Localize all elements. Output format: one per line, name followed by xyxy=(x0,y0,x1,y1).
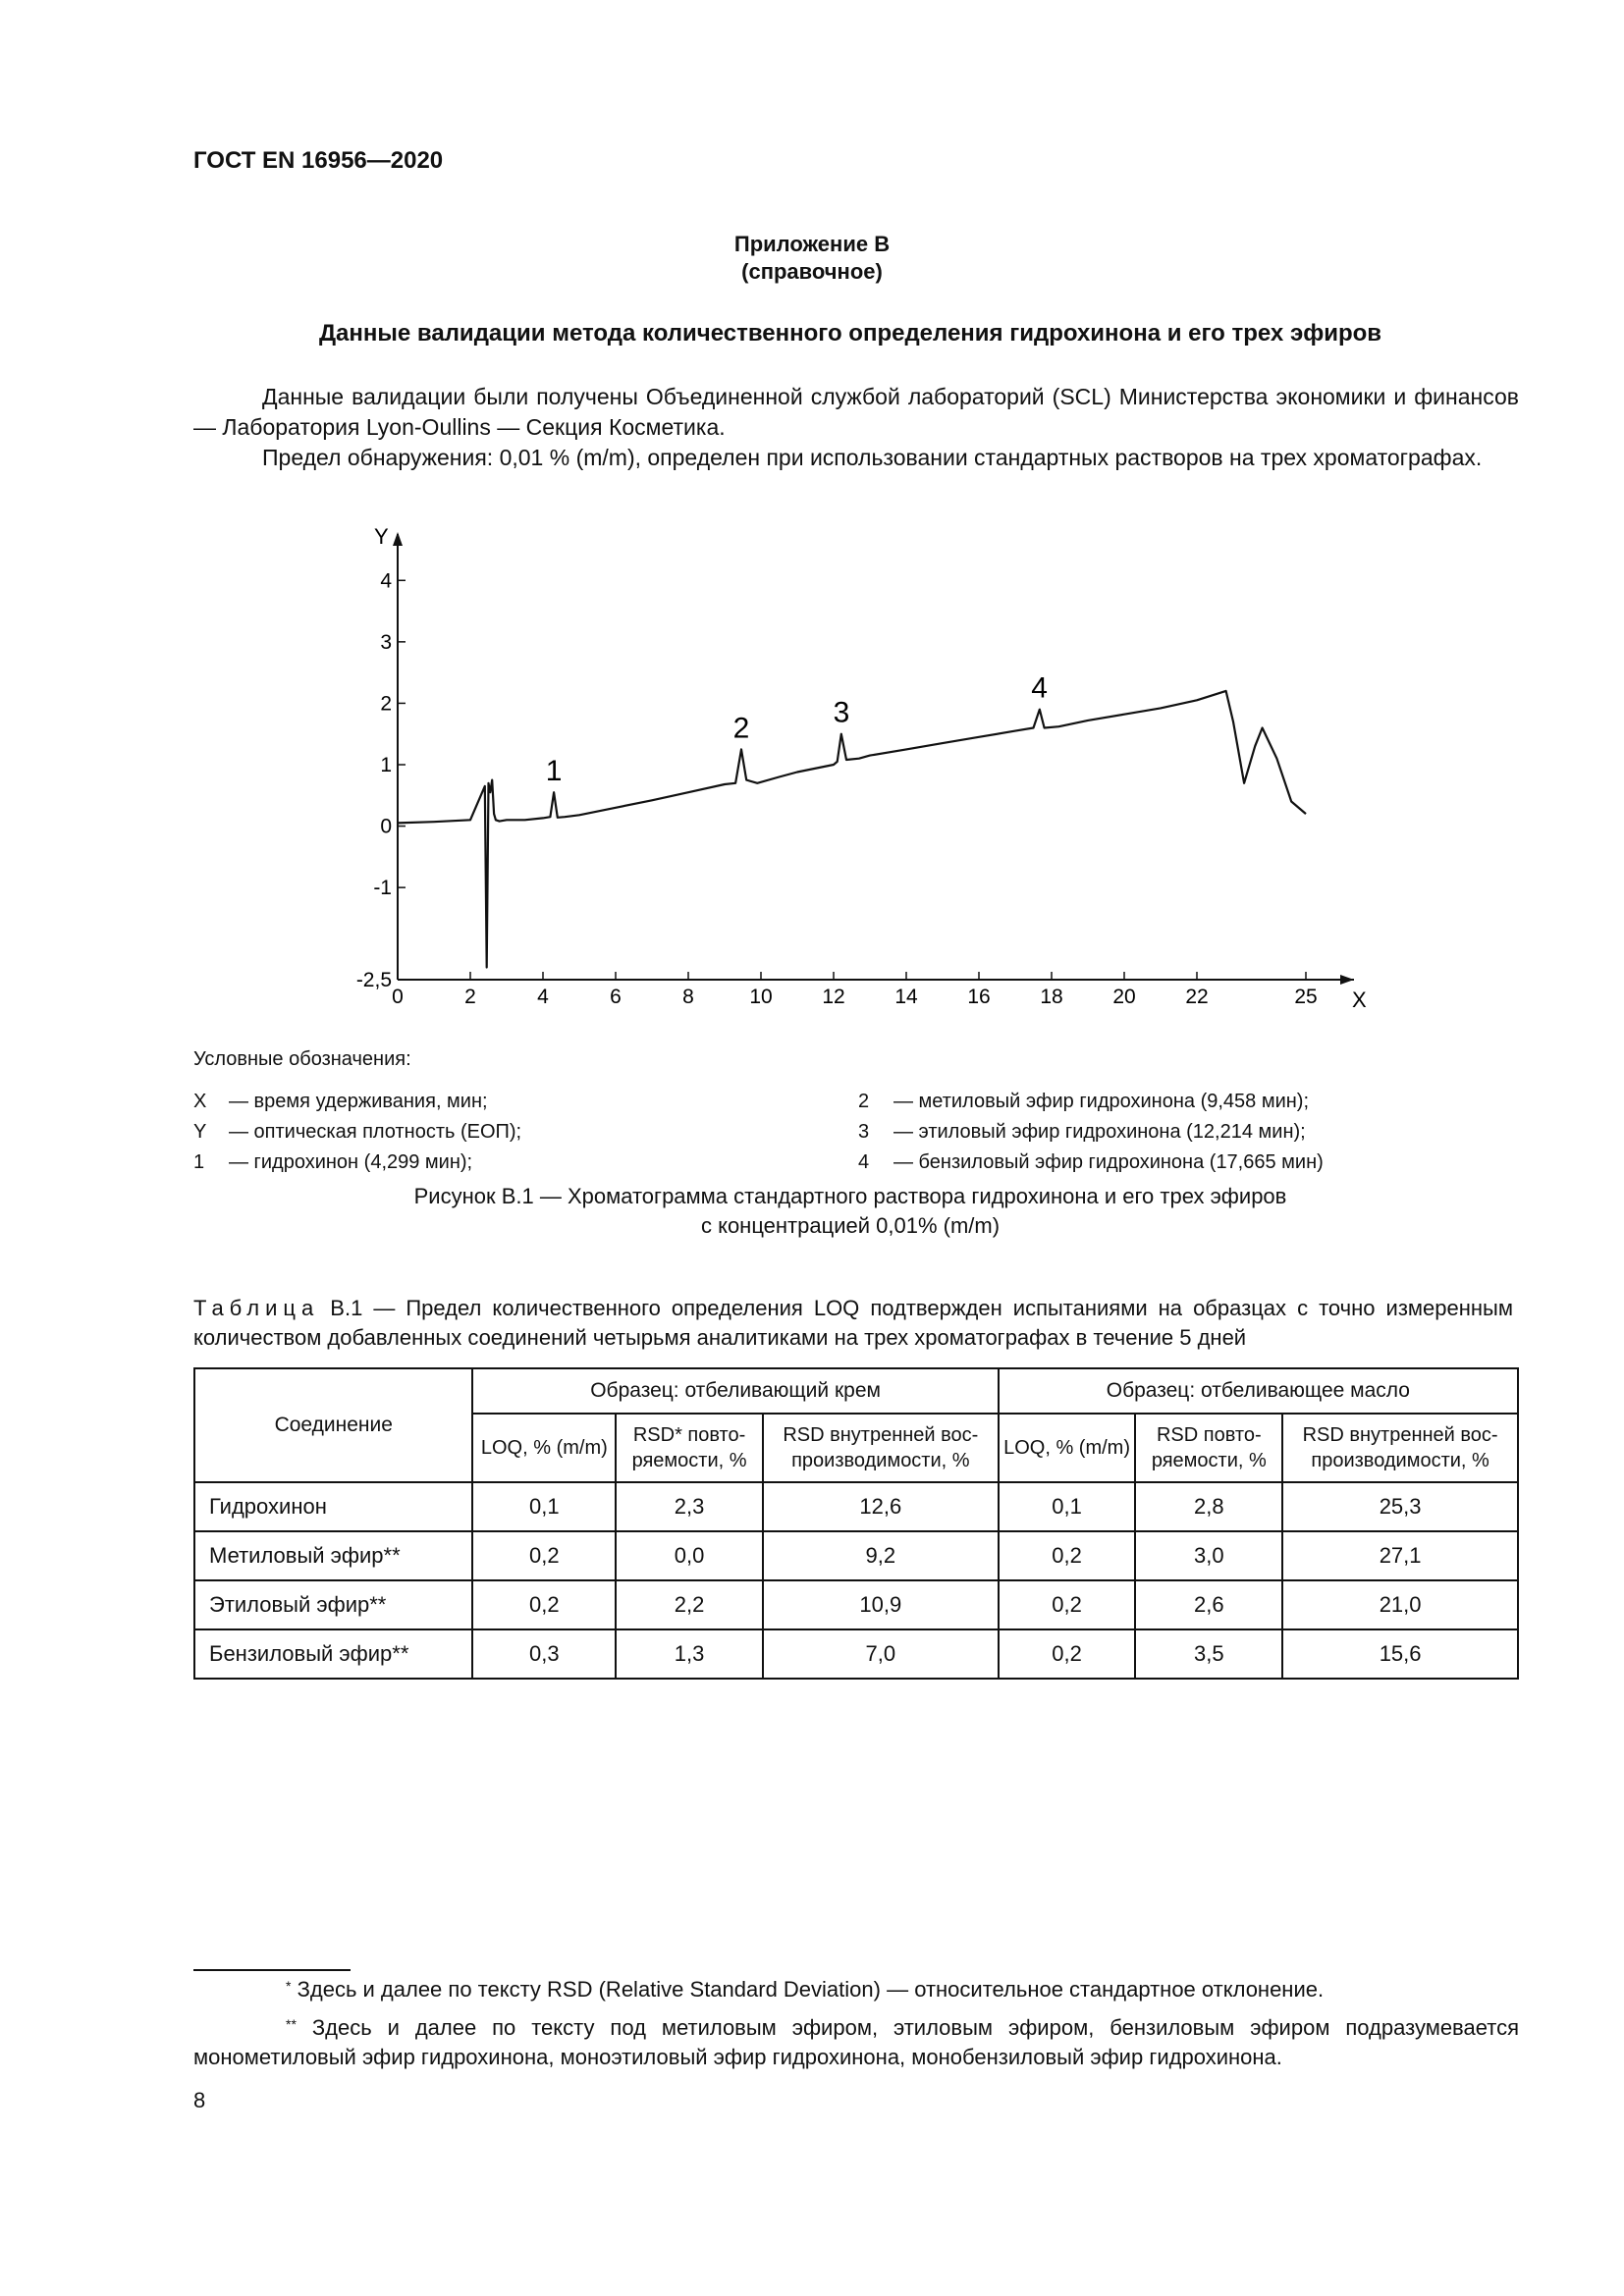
y-axis-label: Y xyxy=(374,524,389,549)
y-tick-label: 1 xyxy=(380,754,392,776)
x-axis-arrow xyxy=(1340,975,1354,985)
legend-item xyxy=(193,1151,472,1174)
paragraph-text: Данные валидации были получены Объединенной службой лабораторий (SCL) Министерства экономики и финансов — Лаборатория Lyon-Oullins — Секция Косметика. xyxy=(193,384,1519,440)
page-number: 8 xyxy=(193,2088,206,2112)
legend-text: — метиловый эфир гидрохинона (9,458 мин); xyxy=(893,1091,1310,1112)
table-subheader: RSD внутренней воспроизводимости, % xyxy=(1282,1414,1518,1482)
peak-label: 1 xyxy=(545,755,563,788)
table-cell: 15,6 xyxy=(1282,1629,1518,1679)
x-tick-label: 18 xyxy=(1040,986,1063,1008)
legend-text: — бензиловый эфир гидрохинона (17,665 мин) xyxy=(893,1151,1324,1173)
table-row xyxy=(194,1580,1518,1629)
figure-caption-line: Рисунок В.1 — Хроматограмма стандартного раствора гидрохинона и его трех эфиров xyxy=(413,1184,1287,1208)
table-cell: 0,1 xyxy=(999,1482,1136,1531)
x-tick-label: 6 xyxy=(610,986,622,1008)
table-cell-compound: Гидрохинон xyxy=(194,1482,472,1531)
chart-peak-labels xyxy=(546,672,1048,787)
x-tick-label: 22 xyxy=(1185,986,1209,1008)
table-cell: 25,3 xyxy=(1282,1482,1518,1531)
footnote-divider xyxy=(193,1969,351,1971)
footnote-text: Здесь и далее по тексту под метиловым эфиром, этиловым эфиром, бензиловым эфиром подразумевается монометиловый эфир гидрохинона, моноэтиловый эфир гидрохинона, монобензиловый эфир гидрохинона. xyxy=(193,2015,1519,2069)
footnote xyxy=(193,1975,1519,2004)
footnote-text: Здесь и далее по тексту RSD (Relative Standard Deviation) — относительное стандартное отклонение. xyxy=(297,1977,1325,2002)
table-row xyxy=(194,1482,1518,1531)
table-cell: 0,2 xyxy=(472,1531,616,1580)
table-cell: 2,8 xyxy=(1135,1482,1282,1531)
x-tick-label: 10 xyxy=(749,986,773,1008)
annex-title: Приложение В xyxy=(733,232,891,256)
table-caption-label: Таблица xyxy=(193,1296,320,1320)
legend-text: — гидрохинон (4,299 мин); xyxy=(229,1151,473,1173)
table-cell: 10,9 xyxy=(763,1580,999,1629)
x-tick-label: 0 xyxy=(392,986,404,1008)
x-tick-label: 8 xyxy=(682,986,694,1008)
table-cell: 3,0 xyxy=(1135,1531,1282,1580)
table-cell: 0,3 xyxy=(472,1629,616,1679)
legend-item xyxy=(858,1121,1306,1144)
x-tick-label: 12 xyxy=(822,986,845,1008)
x-tick-label: 16 xyxy=(967,986,991,1008)
legend-text: — этиловый эфир гидрохинона (12,214 мин); xyxy=(893,1121,1306,1143)
table-subheader: RSD* повторяемости, % xyxy=(616,1414,763,1482)
legend-key: 1 xyxy=(193,1151,205,1173)
table-cell: 21,0 xyxy=(1282,1580,1518,1629)
x-tick-label: 14 xyxy=(894,986,918,1008)
table-cell: 27,1 xyxy=(1282,1531,1518,1580)
peak-label: 3 xyxy=(833,696,850,729)
legend-key: 3 xyxy=(858,1121,870,1143)
table-subheader: RSD внутренней воспроизводимости, % xyxy=(763,1414,999,1482)
table-cell: 0,1 xyxy=(472,1482,616,1531)
chart-ticks xyxy=(356,569,1318,1008)
table-row xyxy=(194,1629,1518,1679)
document-header: ГОСТ EN 16956—2020 xyxy=(193,147,444,174)
legend-text: — время удерживания, мин; xyxy=(229,1091,488,1112)
table-cell: 0,0 xyxy=(616,1531,763,1580)
table-header-group: Образец: отбеливающее масло xyxy=(999,1368,1518,1414)
paragraph xyxy=(193,382,1519,443)
table-cell: 12,6 xyxy=(763,1482,999,1531)
chart-series xyxy=(398,691,1306,968)
table-cell: 2,2 xyxy=(616,1580,763,1629)
figure-caption xyxy=(0,1182,1624,1241)
y-tick-label: -2,5 xyxy=(355,969,392,991)
table-cell: 7,0 xyxy=(763,1629,999,1679)
y-axis-arrow xyxy=(393,532,403,546)
table-cell: 2,6 xyxy=(1135,1580,1282,1629)
legend-key: Y xyxy=(193,1121,207,1143)
section-title: Данные валидации метода количественного определения гидрохинона и его трех эфиров xyxy=(318,320,1382,347)
table-subheader: RSD повторяемости, % xyxy=(1135,1414,1282,1482)
paragraph-text: Предел обнаружения: 0,01 % (m/m), определен при использовании стандартных растворов на трех хроматографах. xyxy=(262,445,1483,470)
table-subheader: LOQ, % (m/m) xyxy=(999,1414,1136,1482)
peak-label: 4 xyxy=(1031,671,1048,705)
legend-key: X xyxy=(193,1091,207,1112)
table-header-group: Образец: отбеливающий крем xyxy=(472,1368,998,1414)
table-cell: 0,2 xyxy=(472,1580,616,1629)
x-tick-label: 25 xyxy=(1294,986,1318,1008)
chart-axes xyxy=(374,524,1367,1012)
table-caption xyxy=(193,1294,1513,1353)
table-caption-text: В.1 — Предел количественного определения LOQ подтвержден испытаниями на образцах с точно измеренным количеством добавленных соединений четырьмя аналитиками на трех хроматографах в течение 5 дней xyxy=(193,1296,1513,1350)
figure-caption-line: с концентрацией 0,01% (m/m) xyxy=(700,1213,1001,1238)
footnote-mark: ** xyxy=(286,2016,297,2032)
legend-item xyxy=(858,1151,1324,1174)
table-cell: 1,3 xyxy=(616,1629,763,1679)
table-cell-compound: Этиловый эфир** xyxy=(194,1580,472,1629)
peak-label: 2 xyxy=(732,712,750,745)
legend-key: 2 xyxy=(858,1091,870,1112)
legend-item xyxy=(193,1091,488,1113)
validation-table xyxy=(193,1367,1519,1680)
x-tick-label: 4 xyxy=(537,986,549,1008)
y-tick-label: -1 xyxy=(373,877,392,900)
table-row xyxy=(194,1531,1518,1580)
y-tick-label: 4 xyxy=(380,569,392,593)
table-subheader: LOQ, % (m/m) xyxy=(472,1414,616,1482)
paragraph xyxy=(193,443,1519,473)
legend-caption: Условные обозначения: xyxy=(193,1048,411,1070)
x-tick-label: 20 xyxy=(1112,986,1136,1008)
footnote-mark: * xyxy=(286,1978,292,1994)
x-tick-label: 2 xyxy=(464,986,476,1008)
chromatogram-line xyxy=(398,691,1306,968)
table-cell: 9,2 xyxy=(763,1531,999,1580)
legend-text: — оптическая плотность (ЕОП); xyxy=(229,1121,522,1143)
table-cell-compound: Бензиловый эфир** xyxy=(194,1629,472,1679)
table-header-compound: Соединение xyxy=(194,1368,472,1482)
legend-item xyxy=(858,1091,1309,1113)
legend-item xyxy=(193,1121,521,1144)
y-tick-label: 2 xyxy=(380,692,392,716)
y-tick-label: 0 xyxy=(380,815,392,838)
chromatogram-chart xyxy=(334,520,1375,1031)
table-cell-compound: Метиловый эфир** xyxy=(194,1531,472,1580)
table-cell: 0,2 xyxy=(999,1580,1136,1629)
annex-subtitle: (справочное) xyxy=(741,259,883,284)
x-axis-label: X xyxy=(1352,988,1367,1012)
table-cell: 0,2 xyxy=(999,1629,1136,1679)
y-tick-label: 3 xyxy=(380,630,392,654)
table-cell: 0,2 xyxy=(999,1531,1136,1580)
table-cell: 3,5 xyxy=(1135,1629,1282,1679)
table-cell: 2,3 xyxy=(616,1482,763,1531)
footnote xyxy=(193,2013,1519,2072)
legend-key: 4 xyxy=(858,1151,870,1173)
